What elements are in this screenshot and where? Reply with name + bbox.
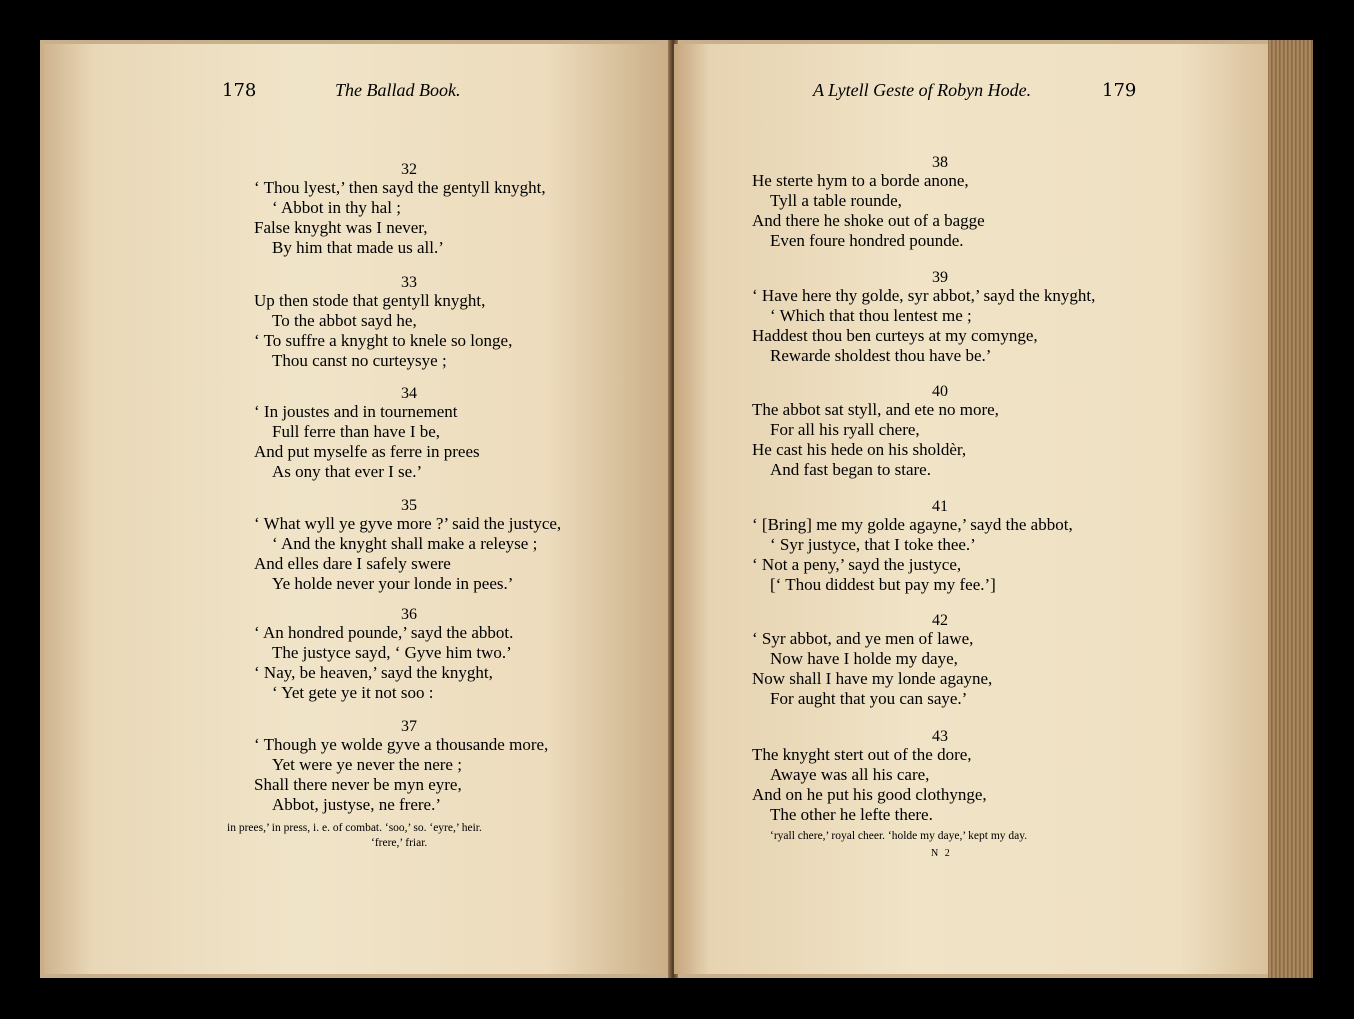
verse-line: ‘ Syr justyce, that I toke thee.’ — [770, 535, 976, 554]
stanza-number: 35 — [401, 497, 417, 514]
stanza — [254, 496, 594, 594]
verse-line: He sterte hym to a borde anone, — [752, 171, 969, 190]
verse-line: ‘ Nay, be heaven,’ sayd the knyght, — [254, 663, 493, 682]
left-page-number: 178 — [222, 80, 257, 101]
stanza — [254, 717, 584, 815]
stanza-number: 37 — [401, 718, 417, 735]
verse-line: ‘ To suffre a knyght to knele so longe, — [254, 331, 513, 350]
stanza — [254, 273, 584, 371]
stanza-number: 41 — [932, 498, 948, 515]
stanza — [752, 153, 1132, 251]
verse-line: ‘ Though ye wolde gyve a thousande more, — [254, 735, 549, 754]
stanza-number: 33 — [401, 274, 417, 291]
verse-line: ‘ An hondred pounde,’ sayd the abbot. — [254, 623, 514, 642]
verse-line: False knyght was I never, — [254, 218, 428, 237]
verse-line: ‘ Not a peny,’ sayd the justyce, — [752, 555, 962, 574]
verse-line: As ony that ever I se.’ — [272, 462, 423, 481]
verse-line: And fast began to stare. — [770, 460, 931, 479]
verse-line: ‘ [Bring] me my golde agayne,’ sayd the abbot, — [752, 515, 1073, 534]
verse-line: And put myselfe as ferre in prees — [254, 442, 480, 461]
verse-line: The abbot sat styll, and ete no more, — [752, 400, 999, 419]
stanza-number: 42 — [932, 612, 948, 629]
verse-line: He cast his hede on his sholdèr, — [752, 440, 967, 459]
verse-line: ‘ Have here thy golde, syr abbot,’ sayd the knyght, — [752, 286, 1096, 305]
verse-line: ‘ What wyll ye gyve more ?’ said the justyce, — [254, 514, 562, 533]
verse-line: Awaye was all his care, — [770, 765, 930, 784]
stanza-number: 32 — [401, 161, 417, 178]
verse-line: Up then stode that gentyll knyght, — [254, 291, 486, 310]
verse-line: The other he lefte there. — [770, 805, 933, 824]
verse-line: Shall there never be myn eyre, — [254, 775, 462, 794]
verse-line: The knyght stert out of the dore, — [752, 745, 972, 764]
verse-line: Thou canst no curteysye ; — [272, 351, 447, 370]
stanza-number: 43 — [932, 728, 948, 745]
verse-line: [‘ Thou diddest but pay my fee.’] — [770, 575, 996, 594]
stanza — [752, 611, 1132, 709]
page-edges — [1268, 40, 1313, 978]
verse-line: To the abbot sayd he, — [272, 311, 417, 330]
verse-line: Rewarde sholdest thou have be.’ — [770, 346, 992, 365]
left-footnotes — [227, 821, 482, 851]
verse-line: Full ferre than have I be, — [272, 422, 441, 441]
right-page-number: 179 — [1102, 80, 1137, 101]
footnote-line: ‘frere,’ friar. — [371, 837, 428, 849]
verse-line: Ye holde never your londe in pees.’ — [272, 574, 514, 593]
verse-line: The justyce sayd, ‘ Gyve him two.’ — [272, 643, 512, 662]
left-running-title: The Ballad Book. — [335, 80, 461, 100]
stanza — [254, 384, 584, 482]
stanza — [752, 727, 1132, 825]
verse-line: And elles dare I safely swere — [254, 554, 451, 573]
verse-line: By him that made us all.’ — [272, 238, 444, 257]
stanza-number: 36 — [401, 606, 417, 623]
footnote-line: ‘ryall chere,’ royal cheer. ‘holde my daye,’ kept my day. — [770, 830, 1028, 842]
stanza-number: 38 — [932, 154, 948, 171]
verse-line: ‘ And the knyght shall make a releyse ; — [272, 534, 538, 553]
verse-line: Yet were ye never the nere ; — [272, 755, 462, 774]
stanza — [254, 605, 584, 703]
verse-line: Even foure hondred pounde. — [770, 231, 964, 250]
stanza-number: 40 — [932, 383, 948, 400]
verse-line: Haddest thou ben curteys at my comynge, — [752, 326, 1038, 345]
verse-line: ‘ Yet gete ye it not soo : — [272, 683, 434, 702]
verse-line: ‘ In joustes and in tournement — [254, 402, 458, 421]
signature-mark: N 2 — [931, 848, 952, 859]
right-running-title: A Lytell Geste of Robyn Hode. — [813, 80, 1032, 100]
verse-line: Tyll a table rounde, — [770, 191, 902, 210]
verse-line: And there he shoke out of a bagge — [752, 211, 985, 230]
verse-line: And on he put his good clothynge, — [752, 785, 987, 804]
stanza-number: 39 — [932, 269, 948, 286]
right-footnotes — [770, 829, 1027, 844]
verse-line: Abbot, justyse, ne frere.’ — [272, 795, 442, 814]
stanza-number: 34 — [401, 385, 417, 402]
verse-line: ‘ Thou lyest,’ then sayd the gentyll knyght, — [254, 178, 546, 197]
stanza — [254, 160, 584, 258]
footnote-line: in prees,’ in press, i. e. of combat. ‘soo,’ so. ‘eyre,’ heir. — [227, 822, 482, 834]
verse-line: ‘ Which that thou lentest me ; — [770, 306, 972, 325]
verse-line: For aught that you can saye.’ — [770, 689, 968, 708]
verse-line: For all his ryall chere, — [770, 420, 920, 439]
stanza — [752, 268, 1132, 366]
stanza — [752, 497, 1132, 595]
verse-line: ‘ Abbot in thy hal ; — [272, 198, 401, 217]
verse-line: Now have I holde my daye, — [770, 649, 958, 668]
stanza — [752, 382, 1132, 480]
verse-line: Now shall I have my londe agayne, — [752, 669, 993, 688]
verse-line: ‘ Syr abbot, and ye men of lawe, — [752, 629, 974, 648]
